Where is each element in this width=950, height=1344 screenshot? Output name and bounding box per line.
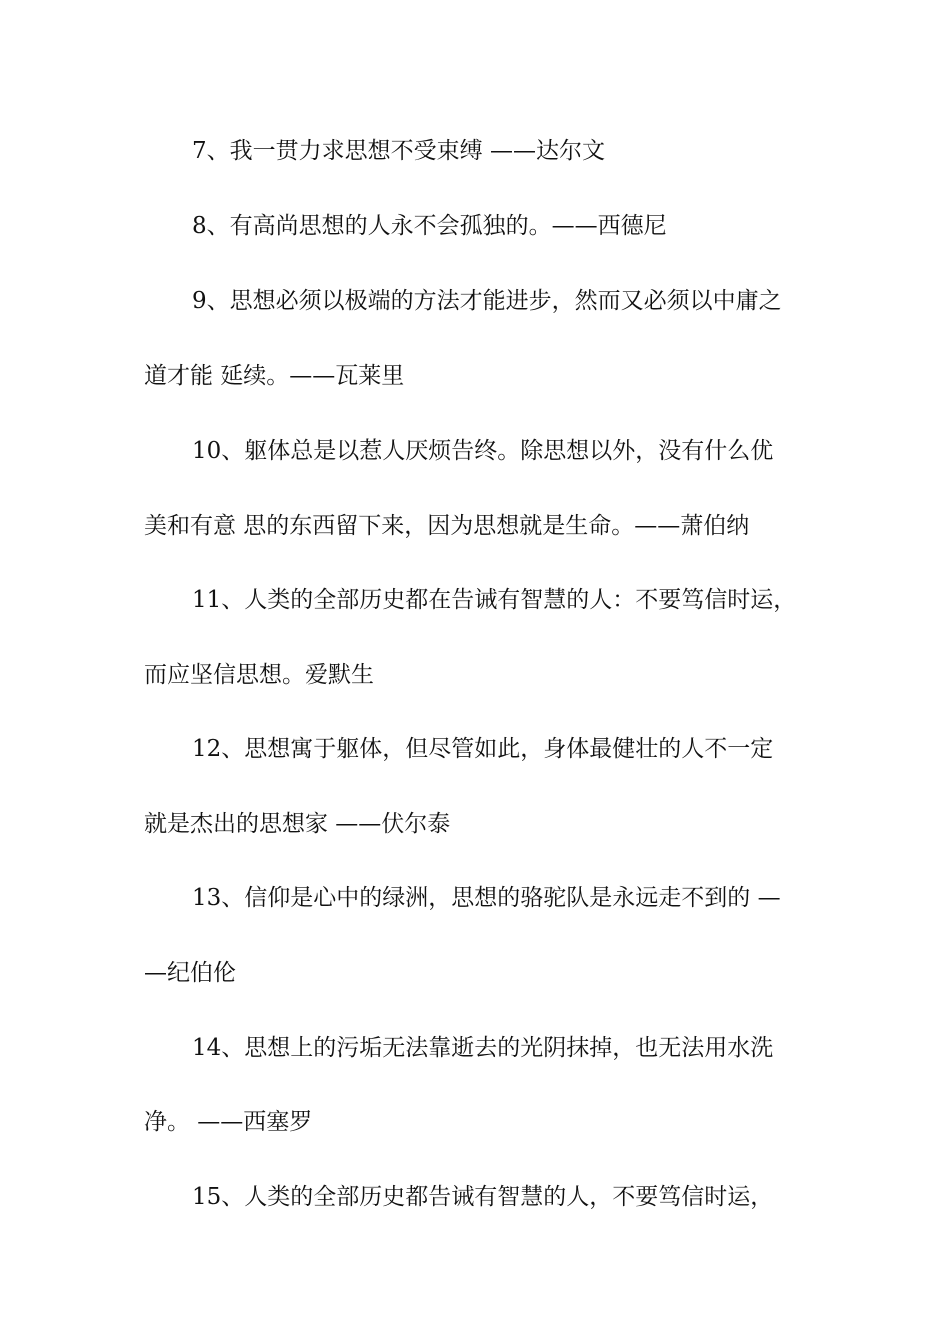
quote-14-line-1: 14、思想上的污垢无法靠逝去的光阴抹掉，也无法用水洗 [192, 1035, 774, 1061]
quote-10-line-2: 美和有意 思的东西留下来，因为思想就是生命。——萧伯纳 [144, 513, 750, 539]
quote-15-line-1: 15、人类的全部历史都告诫有智慧的人，不要笃信时运， [192, 1184, 774, 1210]
quote-9-line-1: 9、思想必须以极端的方法才能进步，然而又必须以中庸之 [192, 288, 782, 314]
quote-8-line-1: 8、有高尚思想的人永不会孤独的。——西德尼 [192, 213, 667, 239]
quote-11-line-2: 而应坚信思想。爱默生 [144, 662, 374, 688]
quote-7-line-1: 7、我一贯力求思想不受束缚 ——达尔文 [192, 138, 605, 164]
quote-14-line-2: 净。 ——西塞罗 [144, 1109, 313, 1135]
quote-11-line-1: 11、人类的全部历史都在告诫有智慧的人：不要笃信时运， [192, 587, 797, 613]
quote-9-line-2: 道才能 延续。——瓦莱里 [144, 363, 405, 389]
quote-12-line-1: 12、思想寓于躯体，但尽管如此，身体最健壮的人不一定 [192, 736, 774, 762]
quote-13-line-2: —纪伯伦 [144, 960, 236, 986]
quote-12-line-2: 就是杰出的思想家 ——伏尔泰 [144, 811, 451, 837]
quote-13-line-1: 13、信仰是心中的绿洲，思想的骆驼队是永远走不到的 — [192, 885, 781, 911]
quote-10-line-1: 10、躯体总是以惹人厌烦告终。除思想以外，没有什么优 [192, 438, 774, 464]
